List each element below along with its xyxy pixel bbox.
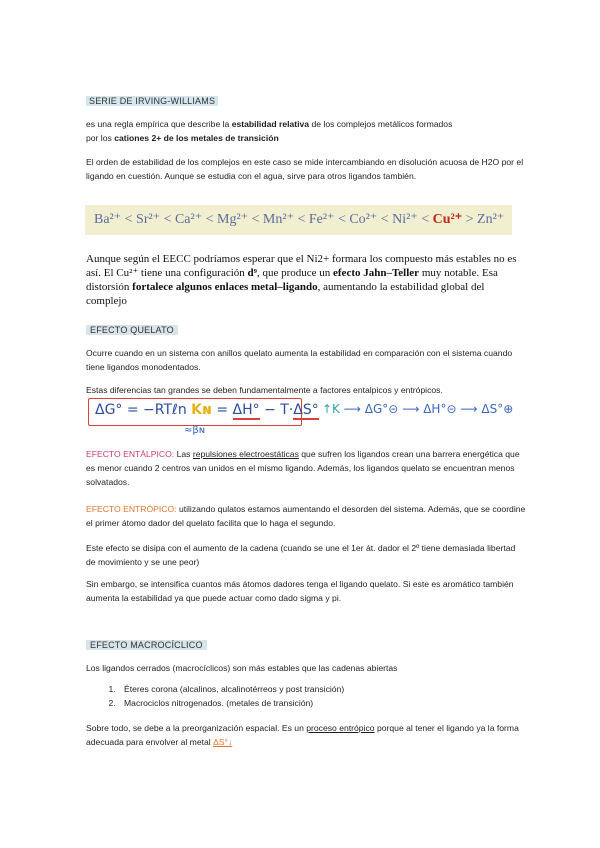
- list-item: 1. Éteres corona (alcalinos, alcalinotérreos y post transición): [118, 682, 344, 696]
- efecto-entalpico: EFECTO ENTÁLPICO: Las repulsiones electroestáticas que sufren los ligandos crean una barrera energética que es menor cuando 2 centros van unidos en el mismo ligando. Además, los ligandos quelato se encuentran menos solvatados.: [86, 449, 520, 487]
- list-item: 2. Macrociclos nitrogenados. (metales de transición): [118, 696, 344, 710]
- heading-efecto-macrociclico: EFECTO MACROCÍCLICO: [86, 640, 207, 650]
- quelato-chain-length: Este efecto se disipa con el aumento de la cadena (cuando se une el 1er át. dador el 2º tiene demasiada libertad de movimiento y se une peor): [86, 543, 516, 567]
- quelato-factors: Estas diferencias tan grandes se deben fundamentalmente a factores entalpicos y entrópicos.: [86, 385, 443, 395]
- quelato-aromatic: Sin embargo, se intensifica cuantos más átomos dadores tenga el ligando quelato. Si este es aromático también aumenta la estabilidad ya que puede actuar como dado sigma y pi.: [86, 579, 514, 603]
- quelato-definition: Ocurre cuando en un sistema con anillos quelato aumenta la estabilidad en comparación con el sistema cuando tiene ligandos monodentados.: [86, 348, 513, 372]
- thermo-chain: ↑K ⟶ ΔG°⊝ ⟶ ΔH°⊝ ⟶ ΔS°⊕: [322, 402, 514, 416]
- macro-list: [104, 682, 344, 710]
- gibbs-equation: ΔG° = −RTℓn Kɴ = ΔH° − T·ΔS°: [95, 402, 319, 418]
- efecto-entropico: EFECTO ENTRÓPICO: utilizando qulatos estamos aumentando el desorden del sistema. Además, que se coordine el primer átomo dador del quelato facilita que lo haga el segundo.: [86, 504, 526, 528]
- beta-annotation: ≈βɴ: [184, 425, 206, 436]
- heading-irving-williams: SERIE DE IRVING-WILLIAMS: [86, 96, 218, 106]
- heading-efecto-quelato: EFECTO QUELATO: [86, 325, 178, 335]
- irving-series-formula: Ba²⁺ < Sr²⁺ < Ca²⁺ < Mg²⁺ < Mn²⁺ < Fe²⁺ < Co²⁺ < Ni²⁺ < Cu²⁺ > Zn²⁺: [94, 212, 505, 227]
- irving-definition: es una regla empírica que describe la estabilidad relativa de los complejos metálicos formados por los cationes 2+ de los metales de transición: [86, 119, 453, 143]
- macro-definition: Los ligandos cerrados (macrocíclicos) son más estables que las cadenas abiertas: [86, 663, 398, 673]
- irving-jahn-teller-paragraph: Aunque según el EECC podríamos esperar que el Ni2+ formara los compuesto más estables no es así. El Cu²⁺ tiene una configuración d⁹, que produce un efecto Jahn–Teller muy notable. Esa distorsión fortalece algunos enlaces metal–ligando, aumentando la estabilidad global del complejo: [86, 253, 517, 307]
- irving-paragraph-order: El orden de estabilidad de los complejos en este caso se mide intercambiando en disolución acuosa de H2O por el ligando en cuestión. Aunque se estudia con el agua, sirve para otros ligandos también.: [86, 157, 524, 181]
- macro-preorganization: Sobre todo, se debe a la preorganización espacial. Es un proceso entrópico porque al tener el ligando ya la forma adecuada para envolver al metal ΔS°↓: [86, 723, 519, 747]
